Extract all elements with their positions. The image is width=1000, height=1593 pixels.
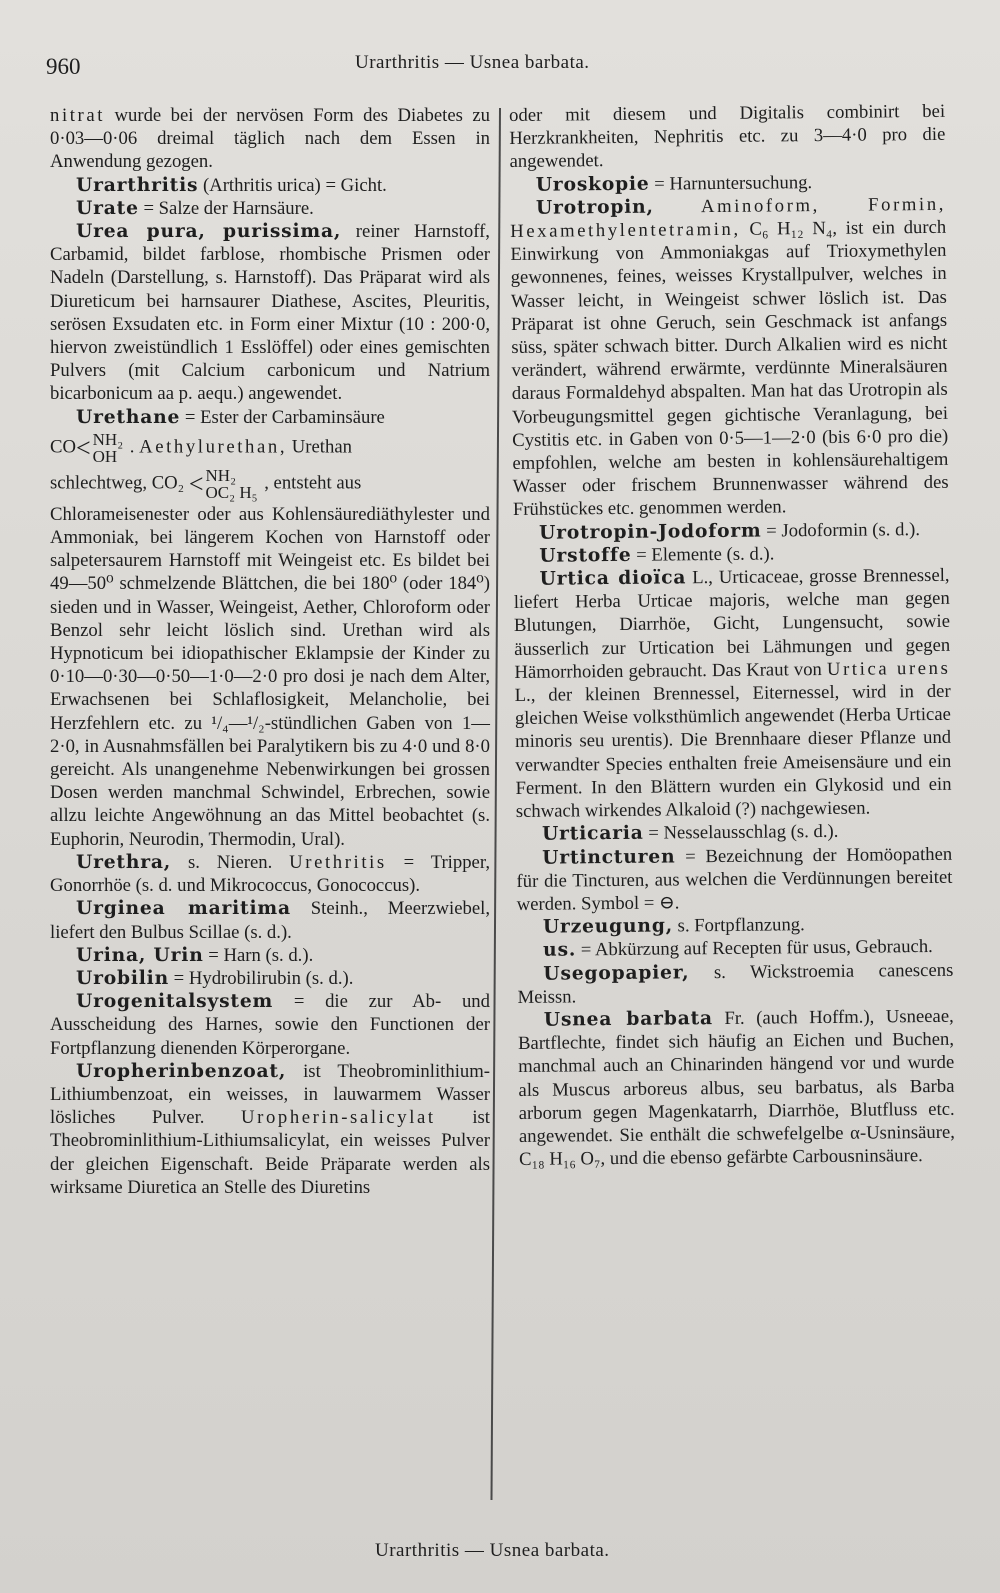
entry-uroskopie: Uroskopie = Harnuntersuchung. (535, 171, 813, 196)
entry-continuation-diuretin: oder mit diesem und Digitalis combinirt bei Herzkrankheiten, Nephritis etc. zu 3—4·0 pro die angewendet. (509, 100, 946, 173)
headword: Urzeugung, (542, 914, 674, 938)
entry-usegopapier: Usegopapier, s. Wickstroemia canescens Meissn. (517, 959, 954, 1008)
entry-urotropin-jodoform: Urotropin-Jodoform = Jodoformin (s. d.). (539, 518, 921, 544)
entry-urina: Urina, Urin = Harn (s. d.). (76, 943, 314, 966)
headword: Urtincturen (542, 844, 676, 869)
ethyl-urethane-formula: schlechtweg, CO₂ < NH₂ OC₂ H₅ , entsteht aus (50, 465, 362, 502)
headword: Usnea barbata (543, 1007, 713, 1031)
headword: Urobilin (76, 966, 169, 989)
entry-urtincturen: Urtincturen = Bezeichnung der Homöopathen für die Tincturen, aus welchen die Verdünnungen bereitet werden. Symbol = ⊖. (516, 843, 953, 915)
headword: Urotropin-Jodoform (539, 519, 762, 544)
entry-urginea-maritima: Urginea maritima Steinh., Meerzwiebel, liefert den Bulbus Scillae (s. d.). (50, 897, 490, 943)
entry-urethane-body: Chlorameisenester oder aus Kohlensäurediäthylester und Ammoniak, bei längerem Kochen von Harnstoff oder salpetersaurem Harnstoff mit Weingeist etc. Es bildet bei 49—50⁰ schmelzende Blättchen, die bei 180⁰ (oder 184⁰) sieden und in Wasser, Weingeist, Aether, Chloroform oder Benzol sehr leicht löslich sind. Urethan wird als Hypnoticum bei idiopathischer Eklampsie der Kinder zu 0·10—0·30—0·50—1·0—2·0 pro dosi je nach dem Alter, Erwachsenen bei Schlaflosigkeit, Melancholie, bei Herzfehlern etc. zu ¹/₄—¹/₂-stündlichen Gaben von 1—2·0, in Ausnahmsfällen bei Paralytikern bis zu 4·0 und 8·0 gereicht. Als unangenehme Nebenwirkungen bei grossen Dosen werden manchmal Schwindel, Erbrechen, sowie allzu leichte Angewöhnung an das Mittel beobachtet (s. Euphorin, Neurodin, Thermodin, Ural). (50, 503, 490, 850)
headword: Urginea maritima (76, 897, 291, 920)
headword: Uroskopie (535, 172, 650, 196)
entry-continuation-nitrat: nitrat wurde bei der nervösen Form des Diabetes zu 0·03—0·06 dreimal täglich nach dem Essen in Anwendung gezogen. (50, 105, 490, 173)
entry-urtica-dioica: Urtica dioïca L., Urticaceae, grosse Brennessel, liefert Herba Urticae majoris, welche man gegen Blutungen, Diarrhöe, Gicht, Lungensucht, sowie äusserlich zur Urtication bei Lähmungen und gegen Hämorrhoiden gebraucht. Das Kraut von Urtica urens L., der kleinen Brennessel, Eiternessel, wird in der gleichen Weise volksthümlich angewendet (Herba Urticae minoris seu urentis). Die Brennhaare dieser Pflanze und verwandter Species enthalten freie Ameisensäure und ein Ferment. In den Blättern wurden ein Glykosid und ein schwach wirkendes Alkaloid (?) nachgewiesen. (513, 564, 952, 823)
urethane-formula: CO< NH₂ OH . Aethylurethan, Urethan (50, 429, 352, 466)
headword: Urtica dioïca (539, 566, 687, 590)
entry-urethane: Urethane = Ester der Carbaminsäure (76, 405, 385, 428)
entry-urticaria: Urticaria = Nesselausschlag (s. d.). (541, 821, 839, 846)
running-head: Urarthritis — Usnea barbata. (355, 52, 590, 73)
headword: Urotropin, (535, 195, 654, 219)
entry-usnea-barbata: Usnea barbata Fr. (auch Hoffm.), Usneeae, Bartflechte, findet sich häufig an Eichen und Buchen, manchmal auch an Chinarinden hängend vor und wurde als Muscus arboreus albus, seu barbatus, als Barba arborum gegen Magenkatarrh, Diarrhöe, Blutfluss etc. angewendet. Sie enthält die schwefelgelbe α-Usninsäure, C₁₈ H₁₆ O₇, und die ebenso gefärbte Carbousninsäure. (517, 1005, 955, 1171)
headword: Urstoffe (539, 543, 632, 567)
headword: Urticaria (541, 822, 644, 846)
entry-urzeugung: Urzeugung, s. Fortpflanzung. (542, 914, 805, 938)
headword: Urate (76, 196, 139, 219)
entry-urethra: Urethra, s. Nieren. Urethritis = Tripper, Gonorrhöe (s. d. und Mikrococcus, Gonococcus). (50, 850, 490, 897)
headword: Uropherinbenzoat, (76, 1059, 287, 1082)
headword: Urethra, (76, 850, 172, 873)
entry-urobilin: Urobilin = Hydrobilirubin (s. d.). (76, 966, 354, 989)
headword: us. (543, 938, 577, 962)
headword: Usegopapier, (543, 960, 690, 985)
headword: Urethane (76, 405, 181, 428)
entry-urea-pura: Urea pura, purissima, reiner Harnstoff, Carbamid, bildet farblose, rhombische Prismen oder Nadeln (Darstellung, s. Harnstoff). Das Präparat wird als Diureticum bei harnsaurer Diathese, Ascites, Pleuritis, serösen Exsudaten etc. in Form einer Mixtur (10 : 200·0, hiervon zweistündlich 1 Esslöffel) oder eines gemischten Pulvers (mit Calcium carbonicum und Natrium bicarbonicum aa p. aequ.) angewendet. (50, 220, 490, 405)
entry-urotropin: Urotropin, Aminoform, Formin, Hexamethylentetramin, C₆ H₁₂ N₄, ist ein durch Einwirkung von Ammoniakgas auf Trioxymethylen gewonnenes, feines, weisses Krystallpulver, welches in Wasser leicht, in Weingeist schwer löslich ist. Das Präparat ist ohne Geruch, sein Geschmack ist anfangs süss, später schwach bitter. Durch Alkalien wird es nicht verändert, während erwärmte, verdünnte Mineralsäuren daraus Formaldehyd abspalten. Man hat das Urotropin als Vorbeugungsmittel gegen gichtische Veranlagung, bei Cystitis etc. in Gaben von 0·5—1—2·0 (bis 6·0 pro die) empfohlen, welche am besten in kohlensäurehaltigem Wasser oder frischem Brunnenwasser während des Frühstückes etc. genommen werden. (510, 193, 949, 521)
headword: Urea pura, purissima, (76, 220, 342, 243)
entry-us: us. = Abkürzung auf Recepten für usus, Gebrauch. (543, 936, 933, 962)
page-number: 960 (46, 54, 81, 79)
entry-urogenitalsystem: Urogenitalsystem = die zur Ab- und Ausscheidung des Harnes, sowie den Functionen der Fortpflanzung dienenden Körperorgane. (50, 990, 490, 1059)
headword: Urogenitalsystem (76, 990, 274, 1013)
headword: Urarthritis (76, 173, 199, 196)
running-foot: Urarthritis — Usnea barbata. (375, 1540, 610, 1561)
left-column (50, 104, 490, 1199)
entry-urate: Urate = Salze der Harnsäure. (76, 196, 314, 219)
entry-urstoffe: Urstoffe = Elemente (s. d.). (539, 543, 775, 567)
entry-urarthritis: Urarthritis (Arthritis urica) = Gicht. (76, 173, 387, 196)
column-divider (490, 108, 500, 1500)
right-column (509, 100, 955, 1171)
headword: Urina, Urin (76, 943, 204, 966)
entry-uropherinbenzoat: Uropherinbenzoat, ist Theobrominlithium-Lithiumbenzoat, ein weisses, in lauwarmem Wasser lösliches Pulver. Uropherin-salicylat ist Theobrominlithium-Lithiumsalicylat, ein weisses Pulver der gleichen Eigenschaft. Beide Präparate werden als wirksame Diuretica an Stelle des Diuretins (50, 1059, 490, 1198)
